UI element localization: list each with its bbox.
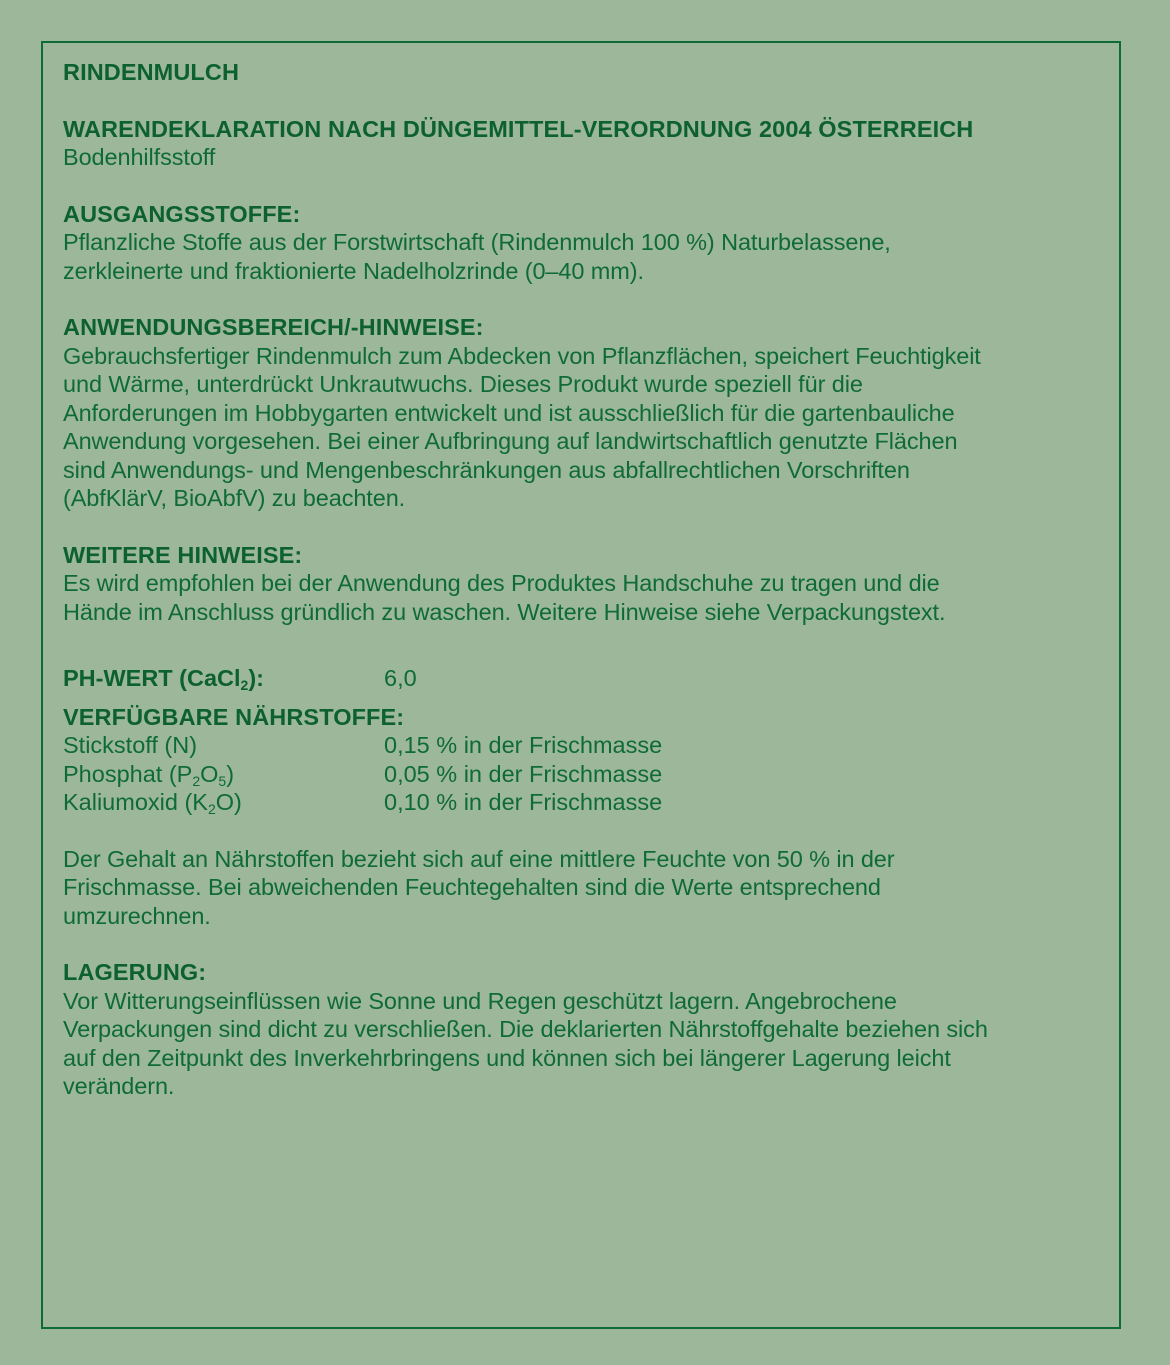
gehalt-line: umzurechnen. bbox=[63, 902, 211, 929]
anwendung-line: (AbfKlärV, BioAbfV) zu beachten. bbox=[63, 485, 406, 511]
gehalt-line: Der Gehalt an Nährstoffen bezieht sich auf eine mittlere Feuchte von 50 % in der bbox=[63, 845, 895, 872]
nutrient-label: Kaliumoxid $(K_2O)$ bbox=[63, 789, 242, 817]
nutrient-value: 0,10 % in der Frischmasse bbox=[384, 789, 663, 815]
lagerung-line: verändern. bbox=[63, 1073, 175, 1099]
lagerung-line: Vor Witterungseinflüssen wie Sonne und Regen geschützt lagern. Angebrochene bbox=[63, 987, 897, 1014]
ph-value: 6,0 bbox=[384, 665, 417, 691]
ausgangsstoffe-line: Pflanzliche Stoffe aus der Forstwirtschaft (Rindenmulch 100 %) Naturbelassene, bbox=[63, 229, 891, 255]
product-title: RINDENMULCH bbox=[63, 59, 240, 85]
ausgangsstoffe-line: zerkleinerte und fraktionierte Nadelholzrinde (0–40 mm). bbox=[63, 257, 644, 284]
weitere-line: Hände im Anschluss gründlich zu waschen. Weitere Hinweise siehe Verpackungstext. bbox=[63, 598, 946, 625]
nutrient-row-phosphat bbox=[63, 760, 1103, 789]
ph-row bbox=[63, 664, 1103, 693]
gehalt-line: Frischmasse. Bei abweichenden Feuchtegehalten sind die Werte entsprechend bbox=[63, 874, 881, 900]
nutrient-row-stickstoff bbox=[63, 731, 1103, 760]
ph-label: PH-WERT (CaCl$_2$): bbox=[63, 665, 264, 693]
weitere-line: Es wird empfohlen bei der Anwendung des Produktes Handschuhe zu tragen und die bbox=[63, 570, 940, 596]
nutrient-value: 0,15 % in der Frischmasse bbox=[384, 732, 663, 758]
declaration-heading: WARENDEKLARATION NACH DÜNGEMITTEL-VERORDNUNG 2004 ÖSTERREICH bbox=[63, 115, 974, 142]
ausgangsstoffe-heading: AUSGANGSSTOFFE: bbox=[63, 200, 301, 227]
product-type: Bodenhilfsstoff bbox=[63, 144, 216, 170]
anwendung-line: sind Anwendungs- und Mengenbeschränkungen aus abfallrechtlichen Vorschriften bbox=[63, 456, 910, 483]
nutrient-label: Stickstoff (N) bbox=[63, 732, 198, 758]
weitere-heading: WEITERE HINWEISE: bbox=[63, 541, 303, 568]
declaration-content bbox=[63, 58, 1103, 1101]
lagerung-line: auf den Zeitpunkt des Inverkehrbringens und können sich bei längerer Lagerung leicht bbox=[63, 1044, 951, 1071]
lagerung-line: Verpackungen sind dicht zu verschließen. Die deklarierten Nährstoffgehalte beziehen sich bbox=[63, 1016, 988, 1042]
anwendung-heading: ANWENDUNGSBEREICH/-HINWEISE: bbox=[63, 314, 484, 340]
anwendung-line: und Wärme, unterdrückt Unkrautwuchs. Dieses Produkt wurde speziell für die bbox=[63, 371, 863, 397]
anwendung-line: Gebrauchsfertiger Rindenmulch zum Abdecken von Pflanzflächen, speichert Feuchtigkeit bbox=[63, 342, 981, 369]
nutrient-row-kaliumoxid bbox=[63, 788, 1103, 817]
lagerung-heading: LAGERUNG: bbox=[63, 959, 207, 985]
anwendung-line: Anwendung vorgesehen. Bei einer Aufbringung auf landwirtschaftlich genutzte Flächen bbox=[63, 428, 958, 454]
anwendung-line: Anforderungen im Hobbygarten entwickelt und ist ausschließlich für die gartenbauliche bbox=[63, 399, 955, 426]
naehrstoffe-heading: VERFÜGBARE NÄHRSTOFFE: bbox=[63, 703, 405, 730]
nutrient-value: 0,05 % in der Frischmasse bbox=[384, 760, 663, 787]
nutrient-label: Phosphat $(P_2O_5)$ bbox=[63, 760, 235, 789]
